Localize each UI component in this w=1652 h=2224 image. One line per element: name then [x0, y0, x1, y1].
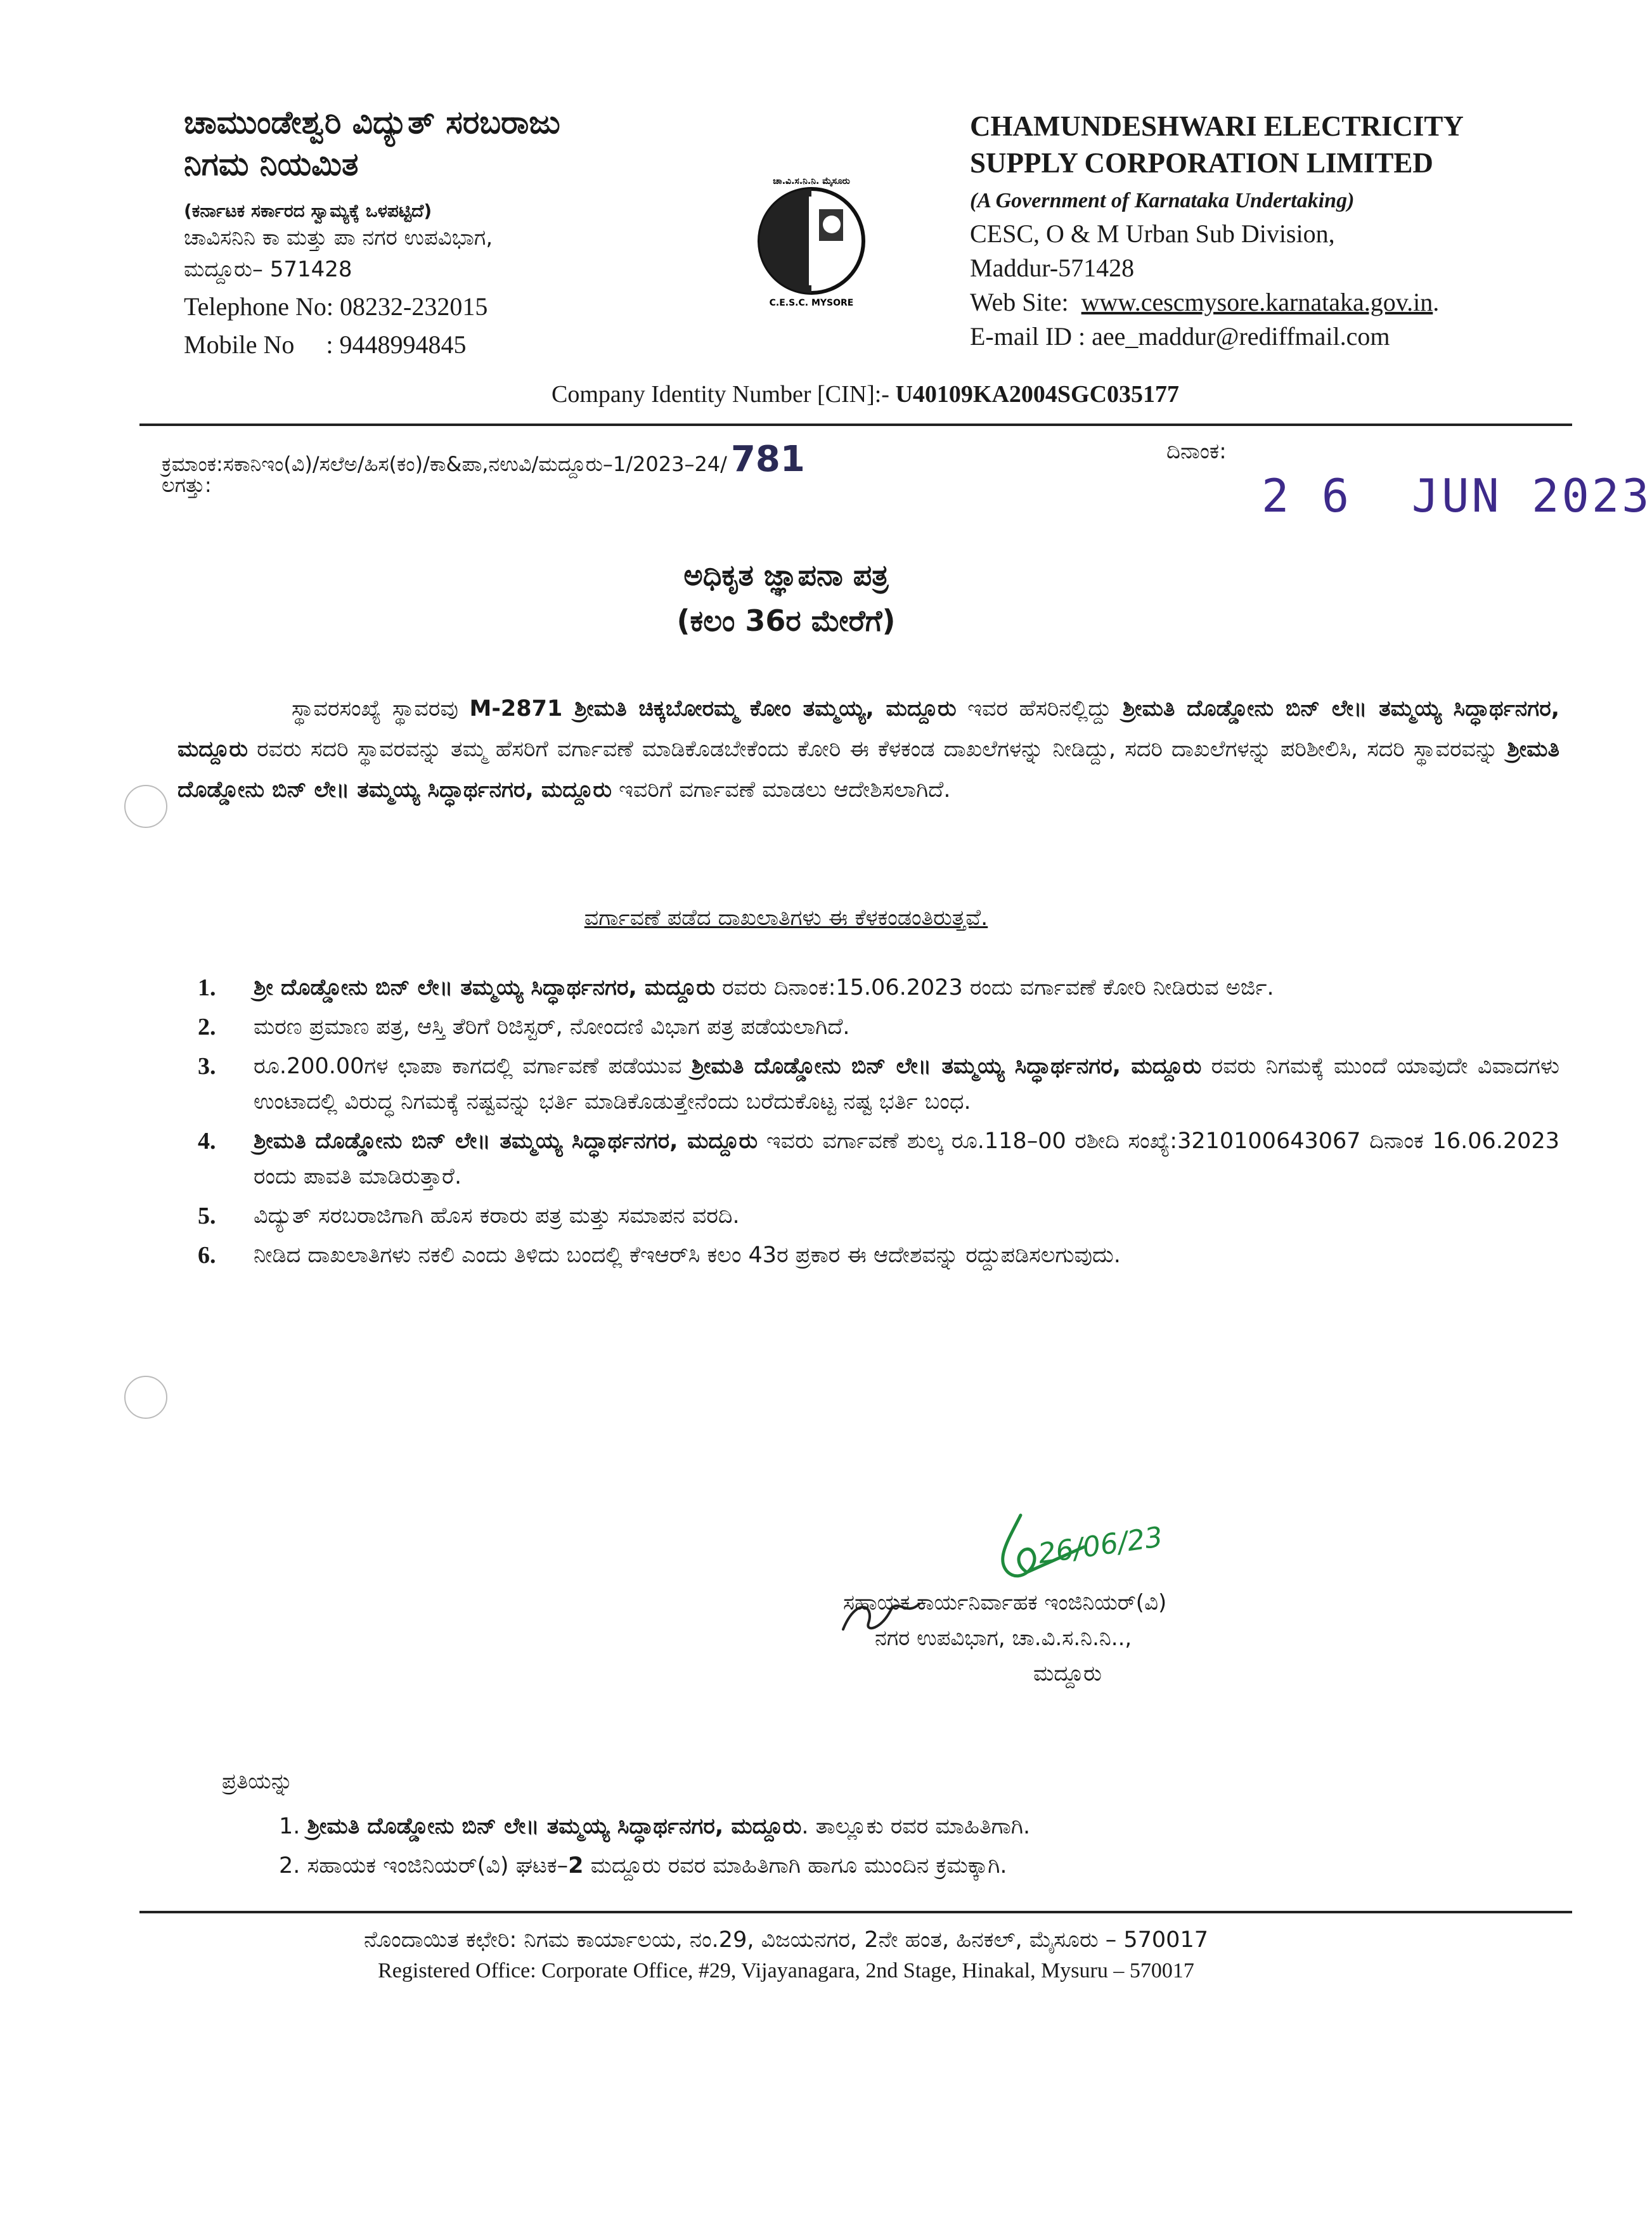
cc-text: ಮದ್ದೂರು ರವರ ಮಾಹಿತಿಗಾಗಿ ಹಾಗೂ ಮುಂದಿನ ಕ್ರಮಕ್ಕಾಗಿ.: [583, 1853, 1007, 1878]
item-text: ವಿದ್ಯುತ್ ಸರಬರಾಜಿಗಾಗಿ ಹೊಸ ಕರಾರು ಪತ್ರ ಮತ್ತು ಸಮಾಪನ ವರದಿ.: [254, 1203, 740, 1229]
footer-kannada: ನೊಂದಾಯಿತ ಕಛೇರಿ: ನಿಗಮ ಕಾರ್ಯಾಲಯ, ನಂ.29, ವಿಜಯನಗರ, 2ನೇ ಹಂತ, ಹಿನಕಲ್, ಮೈಸೂರು – 570017: [364, 1927, 1208, 1953]
item-text-pre: ರೂ.200.00ಗಳ ಛಾಪಾ ಕಾಗದಲ್ಲಿ ವರ್ಗಾವಣೆ ಪಡೆಯುವ: [254, 1054, 692, 1079]
cc-text-pre: ಸಹಾಯಕ ಇಂಜಿನಿಯರ್(ವಿ) ಘಟಕ–: [307, 1853, 569, 1878]
body-installation: M-2871 ಶ್ರೀಮತಿ ಚಿಕ್ಕಬೋರಮ್ಮ ಕೋಂ ತಮ್ಮಯ್ಯ, ಮದ್ದೂರು: [469, 696, 957, 721]
org-name-kannada-line1: ಚಾಮುಂಡೇಶ್ವರಿ ವಿದ್ಯುತ್ ಸರಬರಾಜು: [184, 104, 560, 141]
signatory-office: ನಗರ ಉಪವಿಭಾಗ, ಚಾ.ವಿ.ಸ.ನಿ.ನಿ..,: [875, 1626, 1132, 1651]
website-line: [970, 285, 1553, 320]
header-left: [184, 101, 754, 364]
cin-line: [552, 380, 1179, 408]
punch-hole-bottom: [124, 1376, 167, 1419]
cc-number: 2.: [279, 1853, 300, 1878]
item-bold: ಶ್ರೀ ದೊಡ್ಡೋನು ಬಿನ್ ಲೇ॥ ತಮ್ಮಯ್ಯ ಸಿದ್ಧಾರ್ಥನಗರ, ಮದ್ದೂರು: [254, 975, 716, 1000]
cc-bold: ಶ್ರೀಮತಿ ದೊಡ್ಡೋನು ಬಿನ್ ಲೇ॥ ತಮ್ಮಯ್ಯ ಸಿದ್ಧಾರ್ಥನಗರ, ಮದ್ದೂರು: [307, 1814, 802, 1839]
office-location-english: Maddur-571428: [970, 254, 1135, 282]
item-number: 6.: [198, 1242, 216, 1269]
cin-label: Company Identity Number [CIN]:-: [552, 381, 896, 408]
header-divider: [139, 423, 1572, 426]
website-end: .: [1433, 288, 1440, 316]
item-number: 2.: [198, 1014, 216, 1040]
list-item: [198, 970, 1559, 1005]
telephone: Telephone No: 08232-232015: [184, 292, 488, 321]
copy-to-list: [279, 1807, 1030, 1885]
item-number: 4.: [198, 1128, 216, 1154]
item-text: ರವರು ನಿಗಮಕ್ಕೆ ಮುಂದೆ ಯಾವುದೇ ವಿವಾದಗಳು ಉಂಟಾದಲ್ಲಿ ವಿರುದ್ಧ ನಿಗಮಕ್ಕೆ ನಷ್ಟವನ್ನು ಭರ್ತಿ ಮಾಡಿಕೊಡುತ್ತೇನೆಂದು ಬರೆದುಕೊಟ್ಟ ನಷ್ಟ ಭರ್ತಿ ಬಂಧ.: [254, 1054, 1559, 1115]
org-name-kannada-line2: ನಿಗಮ ನಿಯಮಿತ: [184, 146, 359, 183]
body-part-5: ರವರು ಸದರಿ ಸ್ಥಾವರವನ್ನು ತಮ್ಮ ಹೆಸರಿಗೆ ವರ್ಗಾವಣೆ ಮಾಡಿಕೊಡಬೇಕೆಂದು ಕೋರಿ ಈ ಕೆಳಕಂಡ ದಾಖಲೆಗಳನ್ನು ನೀಡಿದ್ದು, ಸದರಿ ದಾಖಲೆಗಳನ್ನು ಪರಿಶೀಲಿಸಿ, ಸದರಿ ಸ್ಥಾವರವನ್ನು: [248, 737, 1507, 762]
body-part-3: ಇವರ ಹೆಸರಿನಲ್ಲಿದ್ದು: [956, 696, 1123, 721]
date-stamp: 2 6 JUN 2023: [1262, 469, 1652, 522]
signature-date: 26/06/23: [1036, 1520, 1165, 1570]
email: E-mail ID : aee_maddur@rediffmail.com: [970, 322, 1390, 351]
item-text: ಇವರು ವರ್ಗಾವಣೆ ಶುಲ್ಕ ರೂ.118–00 ರಶೀದಿ ಸಂಖ್ಯೆ:3210100643067 ದಿನಾಂಕ 16.06.2023 ರಂದು ಪಾವತಿ ಮಾಡಿರುತ್ತಾರೆ.: [254, 1128, 1559, 1189]
cesc-logo-icon: [748, 171, 875, 311]
signatory-designation: ಸಹಾಯಕ ಕಾರ್ಯನಿರ್ವಾಹಕ ಇಂಜಿನಿಯರ್(ವಿ): [843, 1590, 1167, 1615]
item-number: 3.: [198, 1053, 216, 1080]
office-kannada: ಚಾವಿಸನಿನಿ ಕಾ ಮತ್ತು ಪಾ ನಗರ ಉಪವಿಭಾಗ,: [184, 225, 493, 250]
org-govt-note-english: (A Government of Karnataka Undertaking): [970, 189, 1355, 212]
list-item: [198, 1049, 1559, 1120]
signature-block: [843, 1585, 1166, 1691]
body-part-7: ಇವರಿಗೆ ವರ್ಗಾವಣೆ ಮಾಡಲು ಆದೇಶಿಸಲಾಗಿದೆ.: [612, 777, 951, 803]
list-item: [198, 1123, 1559, 1194]
handwritten-number: 781: [730, 439, 805, 480]
enclosure-label: ಲಗತ್ತು:: [162, 473, 212, 497]
list-item: [198, 1198, 1559, 1234]
signatory-location: ಮದ್ದೂರು: [1033, 1661, 1102, 1686]
org-name-english-line2: SUPPLY CORPORATION LIMITED: [970, 147, 1433, 179]
website-link[interactable]: www.cescmysore.karnataka.gov.in: [1081, 288, 1433, 316]
documents-subheading-text: ವರ್ಗಾವಣೆ ಪಡೆದ ದಾಖಲಾತಿಗಳು ಈ ಕೆಳಕಂಡಂತಿರುತ್ತವೆ.: [584, 905, 988, 931]
body-part-1: ಸ್ಥಾವರಸಂಖ್ಯೆ ಸ್ಥಾವರವು: [292, 696, 470, 721]
list-item: [198, 1238, 1559, 1273]
office-location-kannada: ಮದ್ದೂರು– 571428: [184, 257, 352, 282]
mobile: Mobile No : 9448994845: [184, 330, 467, 359]
footer-english: Registered Office: Corporate Office, #29, Vijayanagara, 2nd Stage, Hinakal, Mysuru – 570017: [378, 1959, 1194, 1982]
cin-value: U40109KA2004SGC035177: [895, 381, 1180, 408]
item-bold: ಶ್ರೀಮತಿ ದೊಡ್ಡೋನು ಬಿನ್ ಲೇ॥ ತಮ್ಮಯ್ಯ ಸಿದ್ಧಾರ್ಥನಗರ, ಮದ್ದೂರು: [691, 1054, 1202, 1079]
logo-text-top: ಚಾ.ವಿ.ಸ.ನಿ.ನಿ. ಮೈಸೂರು: [773, 176, 850, 186]
office-english: CESC, O & M Urban Sub Division,: [970, 219, 1335, 248]
list-item: [279, 1807, 1030, 1846]
item-text: ನೀಡಿದ ದಾಖಲಾತಿಗಳು ನಕಲಿ ಎಂದು ತಿಳಿದು ಬಂದಲ್ಲಿ ಕೆಇಆರ್‌ಸಿ ಕಲಂ 43ರ ಪ್ರಕಾರ ಈ ಆದೇಶವನ್ನು ರದ್ದುಪಡಿಸಲಗುವುದು.: [254, 1243, 1121, 1268]
cc-text: . ತಾಲ್ಲೂಕು ರವರ ಮಾಹಿತಿಗಾಗಿ.: [801, 1814, 1031, 1839]
org-name-english-line1: CHAMUNDESHWARI ELECTRICITY: [970, 110, 1464, 142]
reference-number: [162, 439, 805, 480]
item-number: 5.: [198, 1203, 216, 1229]
document-subtitle: (ಕಲಂ 36ರ ಮೇರೆಗೆ): [676, 604, 896, 638]
document-title: ಅಧಿಕೃತ ಜ್ಞಾಪನಾ ಪತ್ರ: [683, 558, 889, 592]
punch-hole-top: [124, 785, 167, 828]
org-govt-note-kannada: (ಕರ್ನಾಟಕ ಸರ್ಕಾರದ ಸ್ವಾಮ್ಯಕ್ಕೆ ಒಳಪಟ್ಟಿದೆ): [184, 200, 432, 221]
header-right: [970, 108, 1553, 354]
cc-bold: 2: [568, 1853, 584, 1878]
footer-divider: [139, 1911, 1572, 1913]
documents-list: [198, 970, 1559, 1277]
cc-number: 1.: [279, 1814, 300, 1839]
website-label: Web Site:: [970, 288, 1081, 316]
body-applicant-1: ಶ್ರೀಮತಿ ದೊಡ್ಡೋನು ಬಿನ್ ಲೇ॥ ತಮ್ಮಯ್ಯ ಸಿದ್ಧಾರ್ಥನಗರ, ಮದ್ದೂರು: [177, 696, 1560, 762]
body-paragraph: [177, 689, 1559, 810]
item-number: 1.: [198, 974, 216, 1001]
item-bold: ಶ್ರೀಮತಿ ದೊಡ್ಡೋನು ಬಿನ್ ಲೇ॥ ತಮ್ಮಯ್ಯ ಸಿದ್ಧಾರ್ಥನಗರ, ಮದ್ದೂರು: [254, 1128, 758, 1154]
body-applicant-2: ಶ್ರೀಮತಿ ದೊಡ್ಡೋನು ಬಿನ್ ಲೇ॥ ತಮ್ಮಯ್ಯ ಸಿದ್ಧಾರ್ಥನಗರ, ಮದ್ದೂರು: [177, 737, 1559, 803]
logo-text-bottom: C.E.S.C. MYSORE: [769, 298, 854, 308]
documents-subheading: [0, 905, 1572, 931]
copy-to-label: ಪ್ರತಿಯನ್ನು: [222, 1769, 294, 1794]
date-label: ದಿನಾಂಕ:: [1166, 439, 1227, 464]
list-item: [279, 1846, 1030, 1885]
item-text: ರವರು ದಿನಾಂಕ:15.06.2023 ರಂದು ವರ್ಗಾವಣೆ ಕೋರಿ ನೀಡಿರುವ ಅರ್ಜಿ.: [715, 975, 1274, 1000]
cesc-logo: [748, 171, 875, 311]
list-item: [198, 1009, 1559, 1045]
item-text: ಮರಣ ಪ್ರಮಾಣ ಪತ್ರ, ಆಸ್ತಿ ತೆರಿಗೆ ರಿಜಿಸ್ಟರ್, ನೋಂದಣಿ ವಿಭಾಗ ಪತ್ರ ಪಡೆಯಲಾಗಿದೆ.: [254, 1014, 850, 1040]
reference-text: ಕ್ರಮಾಂಕ:ಸಕಾನಿಇಂ(ವಿ)/ಸಲೆಅ/ಹಿಸ(ಕಂ)/ಕಾ&ಪಾ,ನಉವಿ/ಮದ್ದೂರು–1/2023–24/: [162, 452, 727, 476]
